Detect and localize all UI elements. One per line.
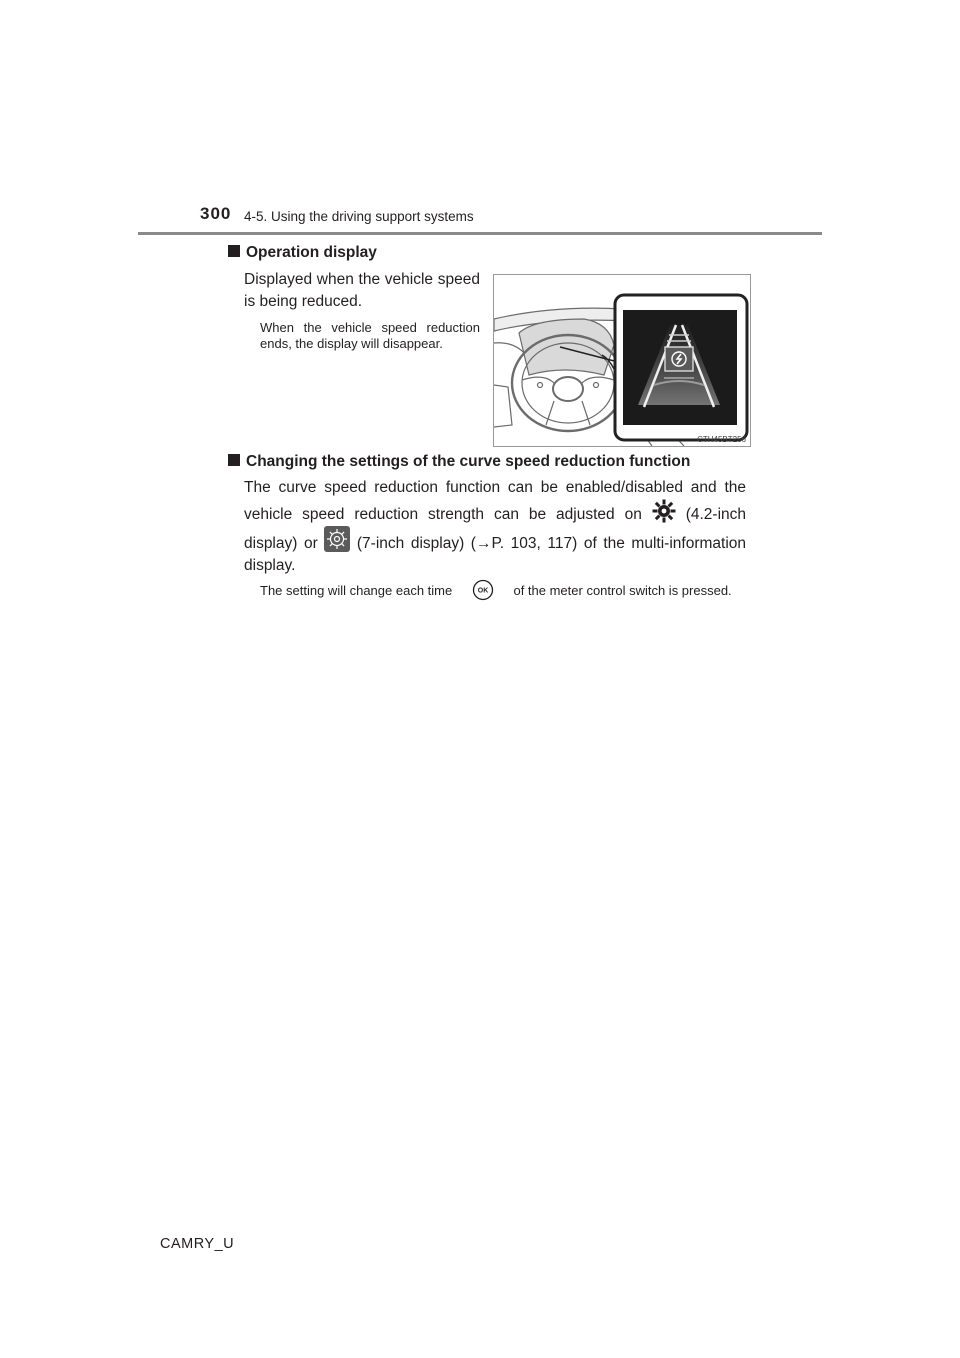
figure-label: CTH45BT256 — [697, 435, 746, 444]
operation-display-note: When the vehicle speed reduction ends, the display will disappear. — [260, 320, 480, 351]
page-number: 300 — [200, 204, 232, 223]
reference-arrow-icon: → — [475, 535, 492, 552]
footer-model: CAMRY_U — [160, 1236, 235, 1252]
operation-display-heading-text: Operation display — [246, 244, 377, 261]
settings-gear-7-inch-icon — [324, 526, 350, 552]
dashboard-illustration — [494, 275, 750, 446]
header-rule — [138, 232, 822, 235]
changing-settings-body-part-3: (7-inch display) ( — [356, 535, 476, 552]
section-title: 4-5. Using the driving support systems — [244, 209, 474, 224]
changing-settings-note-part-2: of the meter control switch is pressed. — [513, 583, 732, 598]
changing-settings-body-part-4: P. 103, 117) of the multi-information display. — [244, 535, 746, 574]
dashboard-figure — [493, 274, 751, 447]
changing-settings-body — [244, 477, 746, 577]
changing-settings-heading — [228, 453, 690, 471]
square-bullet-icon — [228, 245, 240, 257]
ok-switch-label: OK — [477, 587, 489, 595]
ok-switch-icon — [456, 579, 510, 608]
changing-settings-body-part-2: (4.2-inch display) or — [244, 506, 747, 552]
square-bullet-icon — [228, 454, 240, 466]
changing-settings-body-part-1: The curve speed reduction function can be enabled/disabled and the vehicle speed reduction strength can be adjusted on — [244, 479, 746, 523]
operation-display-body: Displayed when the vehicle speed is being reduced. — [244, 271, 480, 310]
operation-display-heading — [228, 244, 377, 262]
changing-settings-heading-text: Changing the settings of the curve speed reduction function — [246, 453, 691, 470]
changing-settings-note — [260, 579, 746, 608]
settings-gear-4-2-inch-icon — [652, 499, 676, 523]
changing-settings-note-part-1: The setting will change each time — [260, 583, 453, 598]
